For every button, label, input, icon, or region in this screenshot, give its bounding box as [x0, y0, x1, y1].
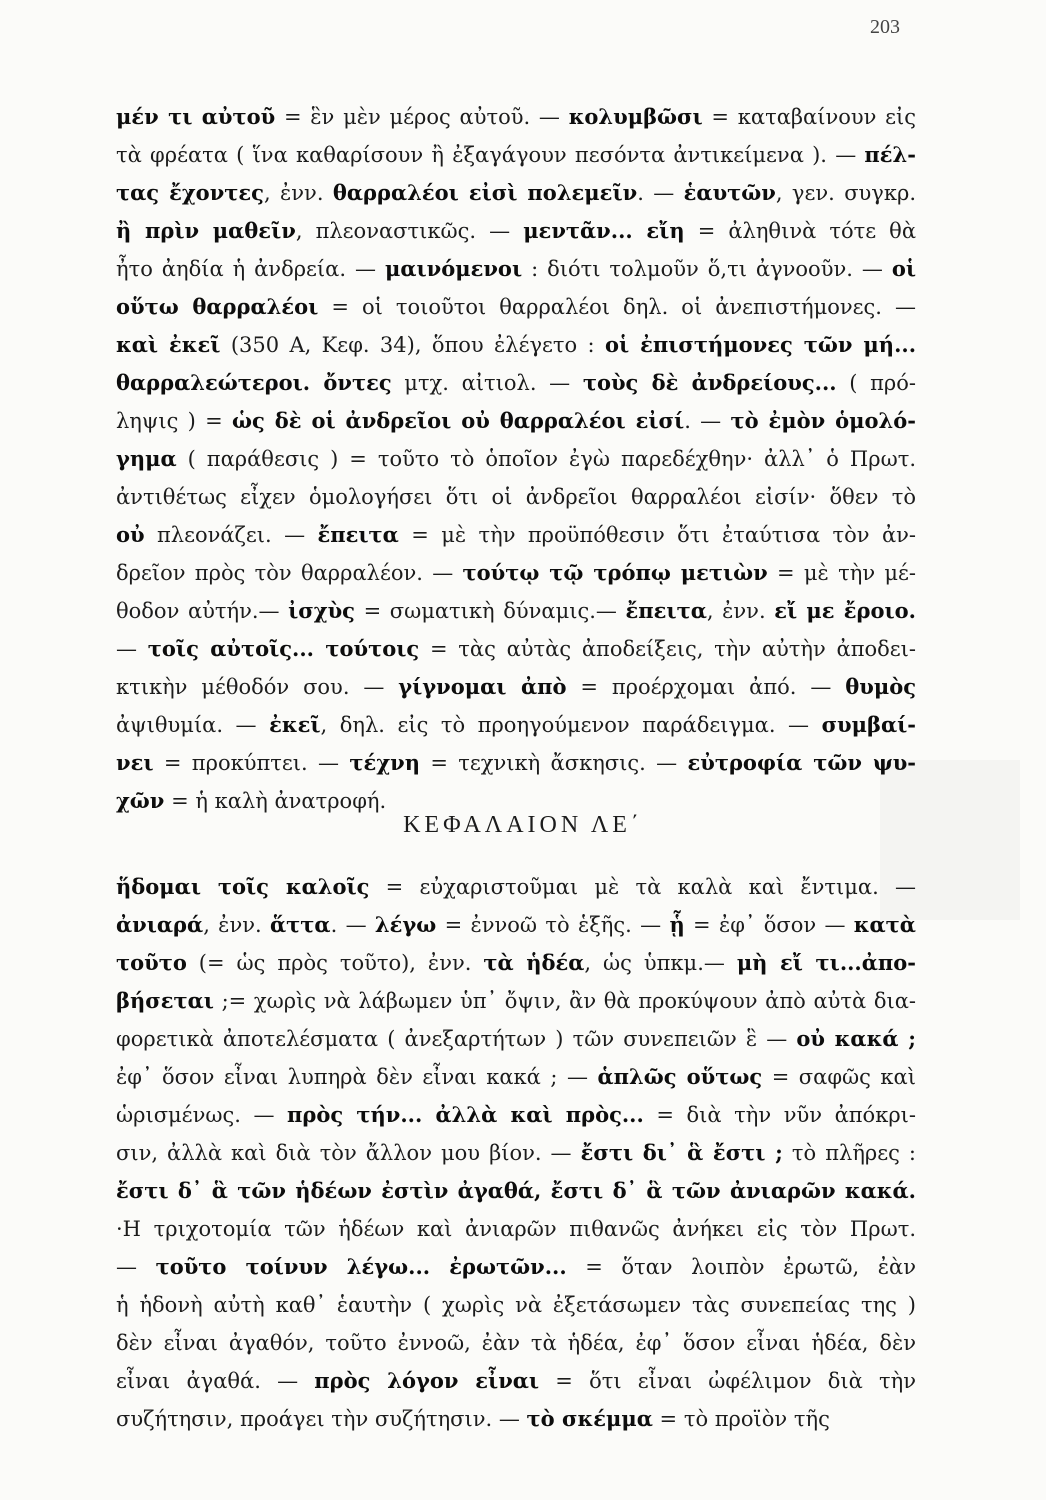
lemma-bold: χῶν — [116, 788, 165, 813]
lemma-bold: ἐκεῖ — [269, 712, 321, 737]
text-line — [116, 1362, 916, 1400]
gloss-text: = τεχνικὴ ἄσκησις. — — [419, 751, 688, 775]
lemma-bold: ἔστι δι᾿ ἃ ἔστι ; — [580, 1140, 783, 1165]
text-line — [116, 630, 916, 668]
lemma-bold: πέλ- — [864, 142, 916, 167]
gloss-text: = μὲ τὴν μέ- — [767, 561, 917, 585]
lemma-bold: τοῖς αὐτοῖς... τούτοις — [147, 636, 420, 661]
text-line — [116, 136, 916, 174]
gloss-text: πλεονάζει. — — [144, 523, 318, 547]
gloss-text: = οἱ τοιοῦτοι θαρραλέοι δηλ. οἱ ἀνεπιστήμονες. — — [318, 295, 916, 319]
lemma-bold: τέχνη — [349, 750, 420, 775]
gloss-text: = ἀληθινὰ τότε θὰ — [684, 219, 917, 243]
gloss-text: = εὐχαριστοῦμαι μὲ τὰ καλὰ καὶ ἔντιμα. — — [369, 875, 917, 899]
gloss-text: : διότι τολμοῦν ὅ,τι ἀγνοοῦν. — — [522, 257, 892, 281]
lemma-bold: τοῦτο τοίνυν λέγω... ἐρωτῶν... — [155, 1254, 567, 1279]
commentary-block-bottom — [116, 868, 916, 1438]
gloss-text: = προκύπτει. — — [153, 751, 350, 775]
lemma-bold: οὐ κακά ; — [796, 1026, 916, 1051]
text-line — [116, 906, 916, 944]
gloss-text: δρεῖον πρὸς τὸν θαρραλέον. — — [116, 561, 463, 585]
lemma-bold: ἢ πρὶν μαθεῖν — [116, 218, 296, 243]
gloss-text: (= ὡς πρὸς τοῦτο), ἐνν. — [186, 951, 484, 975]
gloss-text: ἡ ἡδονὴ αὐτὴ καθ᾿ ἑαυτὴν ( χωρὶς νὰ ἐξετάσωμεν τὰς συνεπείας της ) — [116, 1293, 916, 1317]
text-line — [116, 592, 916, 630]
gloss-text: = ἐννοῶ τὸ ἑξῆς. — — [436, 913, 670, 937]
lemma-bold: καὶ ἐκεῖ — [116, 332, 221, 357]
gloss-text: , γεν. συγκρ. — [775, 181, 916, 205]
gloss-text: συζήτησιν, προάγει τὴν συζήτησιν. — — [116, 1407, 527, 1431]
text-line — [116, 288, 916, 326]
lemma-bold: μαινόμενοι — [384, 256, 523, 281]
gloss-text: = ἐφ᾿ ὅσον — — [684, 913, 854, 937]
lemma-bold: βήσεται — [116, 988, 214, 1013]
gloss-text: , ἐνν. — [263, 181, 333, 205]
lemma-bold: πρὸς λόγον εἶναι — [314, 1368, 540, 1393]
gloss-text: θοδον αὐτήν.— — [116, 599, 289, 623]
gloss-text: = διὰ τὴν νῦν ἀπόκρι- — [643, 1103, 916, 1127]
gloss-text: = τὸ προϊὸν τῆς — [652, 1407, 830, 1431]
lemma-bold: οἱ — [891, 256, 916, 281]
lemma-bold: τούτῳ τῷ τρόπῳ μετιὼν — [462, 560, 768, 585]
text-line — [116, 1324, 916, 1362]
gloss-text: ληψις ) = — [116, 409, 233, 433]
text-line — [116, 1400, 916, 1438]
lemma-bold: συμβαί- — [821, 712, 916, 737]
gloss-text: ἀψιθυμία. — — [116, 713, 270, 737]
gloss-text: σιν, ἀλλὰ καὶ διὰ τὸν ἄλλον μου βίον. — — [116, 1141, 581, 1165]
gloss-text: τὰ φρέατα ( ἵνα καθαρίσουν ἢ ἐξαγάγουν πεσόντα ἀντικείμενα ). — — [116, 143, 865, 167]
lemma-bold: ἅττα — [269, 912, 331, 937]
gloss-text: τὸ πλῆρες : — [782, 1141, 916, 1165]
text-line — [116, 516, 916, 554]
text-line — [116, 1210, 916, 1248]
lemma-bold: τὸ ἐμὸν ὁμολό- — [730, 408, 917, 433]
text-line — [116, 744, 916, 782]
lemma-bold: ἑαυτῶν — [683, 180, 776, 205]
text-line — [116, 1286, 916, 1324]
text-line — [116, 1058, 916, 1096]
gloss-text: , ὡς ὑπκμ.— — [584, 951, 737, 975]
lemma-bold: κατὰ — [853, 912, 916, 937]
lemma-bold: γημα — [116, 446, 177, 471]
lemma-bold: νει — [116, 750, 154, 775]
gloss-text: = προέρχομαι ἀπό. — — [566, 675, 846, 699]
gloss-text: , πλεοναστικῶς. — — [295, 219, 524, 243]
gloss-text: ·Η τριχοτομία τῶν ἡδέων καὶ ἀνιαρῶν πιθανῶς ἀνήκει εἰς τὸν Πρωτ. — [116, 1217, 916, 1241]
gloss-text: , ἐνν. — [203, 913, 270, 937]
page-number: 203 — [870, 16, 900, 38]
gloss-text: = καταβαίνουν εἰς — [702, 105, 917, 129]
gloss-text: — — [116, 1255, 156, 1279]
gloss-text: ;= χωρὶς νὰ λάβωμεν ὑπ᾿ ὄψιν, ἂν θὰ προκύψουν ἀπὸ αὐτὰ δια- — [213, 989, 916, 1013]
gloss-text: ἐφ᾿ ὅσον εἶναι λυπηρὰ δὲν εἶναι κακά ; — — [116, 1065, 598, 1089]
text-line — [116, 1134, 916, 1172]
gloss-text: = ἡ καλὴ ἀνατροφή. — [164, 789, 387, 813]
lemma-bold: μέν τι αὐτοῦ — [116, 104, 276, 129]
lemma-bold: μεντᾶν... εἴη — [523, 218, 685, 243]
gloss-text: — — [116, 637, 148, 661]
gloss-text: κτικὴν μέθοδόν σου. — — [116, 675, 399, 699]
gloss-text: μτχ. αἰτιολ. — — [391, 371, 583, 395]
text-line — [116, 478, 916, 516]
lemma-bold: ἀνιαρά — [116, 912, 204, 937]
lemma-bold: τὸ σκέμμα — [526, 1406, 653, 1431]
gloss-text: εἶναι ἀγαθά. — — [116, 1369, 315, 1393]
lemma-bold: λέγω — [374, 912, 437, 937]
text-line — [116, 402, 916, 440]
gloss-text: δὲν εἶναι ἀγαθόν, τοῦτο ἐννοῶ, ἐὰν τὰ ἡδέα, ἐφ᾿ ὅσον εἶναι ἡδέα, δὲν — [116, 1331, 916, 1355]
lemma-bold: πρὸς τήν... ἀλλὰ καὶ πρὸς... — [287, 1102, 644, 1127]
gloss-text: , ἐνν. — [706, 599, 775, 623]
text-line — [116, 554, 916, 592]
gloss-text: φορετικὰ ἀποτελέσματα ( ἀνεξαρτήτων ) τῶν συνεπειῶν ἓ — — [116, 1027, 797, 1051]
lemma-bold: κολυμβῶσι — [568, 104, 703, 129]
lemma-bold: ὡς δὲ οἱ ἀνδρεῖοι οὐ θαρραλέοι εἰσί — [232, 408, 685, 433]
lemma-bold: ἔπειτα — [625, 598, 707, 623]
gloss-text: = ἓν μὲν μέρος αὐτοῦ. — — [275, 105, 569, 129]
gloss-text: = ὅταν λοιπὸν ἐρωτῶ, ἐὰν — [566, 1255, 916, 1279]
lemma-bold: ἔπειτα — [317, 522, 399, 547]
commentary-block-top — [116, 98, 916, 820]
gloss-text: = ὅτι εἶναι ὠφέλιμον διὰ τὴν — [539, 1369, 916, 1393]
gloss-text: ἦτο ἀηδία ἡ ἀνδρεία. — — [116, 257, 385, 281]
lemma-bold: τας ἔχοντες — [116, 180, 264, 205]
gloss-text: . — — [684, 409, 731, 433]
lemma-bold: εἴ με ἔροιο. — [774, 598, 916, 623]
lemma-bold: οἱ ἐπιστήμονες τῶν μή... — [604, 332, 916, 357]
text-line — [116, 706, 916, 744]
lemma-bold: εὐτροφία τῶν ψυ- — [687, 750, 916, 775]
gloss-text: ( πρό- — [836, 371, 916, 395]
text-line — [116, 98, 916, 136]
gloss-text: , δηλ. εἰς τὸ προηγούμενον παράδειγμα. — — [320, 713, 822, 737]
gloss-text: . — — [330, 913, 375, 937]
lemma-bold: ἔστι δ᾿ ἃ τῶν ἡδέων ἐστὶν ἀγαθά, ἔστι δ᾿ ἃ τῶν ἀνιαρῶν κακά. — [116, 1178, 916, 1203]
lemma-bold: τοῦτο — [116, 950, 187, 975]
gloss-text: = μὲ τὴν προϋπόθεσιν ὅτι ἐταύτισα τὸν ἀν- — [398, 523, 916, 547]
text-line — [116, 944, 916, 982]
gloss-text: = τὰς αὐτὰς ἀποδείξεις, τὴν αὐτὴν ἀποδει- — [419, 637, 917, 661]
lemma-bold: θαρραλέοι εἰσὶ πολεμεῖν — [332, 180, 638, 205]
lemma-bold: ἥδομαι τοῖς καλοῖς — [116, 874, 370, 899]
text-line — [116, 1248, 916, 1286]
gloss-text: . — — [637, 181, 684, 205]
text-line — [116, 868, 916, 906]
gloss-text: ( παράθεσις ) = τοῦτο τὸ ὁποῖον ἐγὼ παρεδέχθην· ἀλλ᾿ ὁ Πρωτ. — [176, 447, 916, 471]
text-line — [116, 440, 916, 478]
gloss-text: ὡρισμένως. — — [116, 1103, 288, 1127]
gloss-text: = σωματικὴ δύναμις.— — [354, 599, 626, 623]
lemma-bold: τοὺς δὲ ἀνδρείους... — [582, 370, 837, 395]
lemma-bold: τὰ ἡδέα — [483, 950, 585, 975]
gloss-text: = σαφῶς καὶ — [762, 1065, 916, 1089]
text-line — [116, 1020, 916, 1058]
text-line — [116, 1096, 916, 1134]
chapter-heading: ΚΕΦΑΛΑΙΟΝ ΛΕ΄ — [403, 812, 643, 838]
text-line — [116, 668, 916, 706]
text-line — [116, 1172, 916, 1210]
gloss-text: (350 A, Κεφ. 34), ὅπου ἐλέγετο : — [220, 333, 605, 357]
lemma-bold: θαρραλεώτεροι. ὄντες — [116, 370, 392, 395]
lemma-bold: οὕτω θαρραλέοι — [116, 294, 319, 319]
lemma-bold: θυμὸς — [845, 674, 916, 699]
text-line — [116, 364, 916, 402]
text-line — [116, 250, 916, 288]
lemma-bold: ἁπλῶς οὕτως — [597, 1064, 763, 1089]
lemma-bold: γίγνομαι ἀπὸ — [398, 674, 567, 699]
lemma-bold: ᾗ — [669, 912, 685, 937]
lemma-bold: ἰσχὺς — [288, 598, 355, 623]
text-line — [116, 174, 916, 212]
lemma-bold: μὴ εἴ τι...ἀπο- — [736, 950, 916, 975]
text-line — [116, 212, 916, 250]
text-line — [116, 326, 916, 364]
lemma-bold: οὐ — [116, 522, 145, 547]
gloss-text: ἀντιθέτως εἶχεν ὁμολογήσει ὅτι οἱ ἀνδρεῖοι θαρραλέοι εἰσίν· ὅθεν τὸ — [116, 485, 916, 509]
text-line — [116, 982, 916, 1020]
